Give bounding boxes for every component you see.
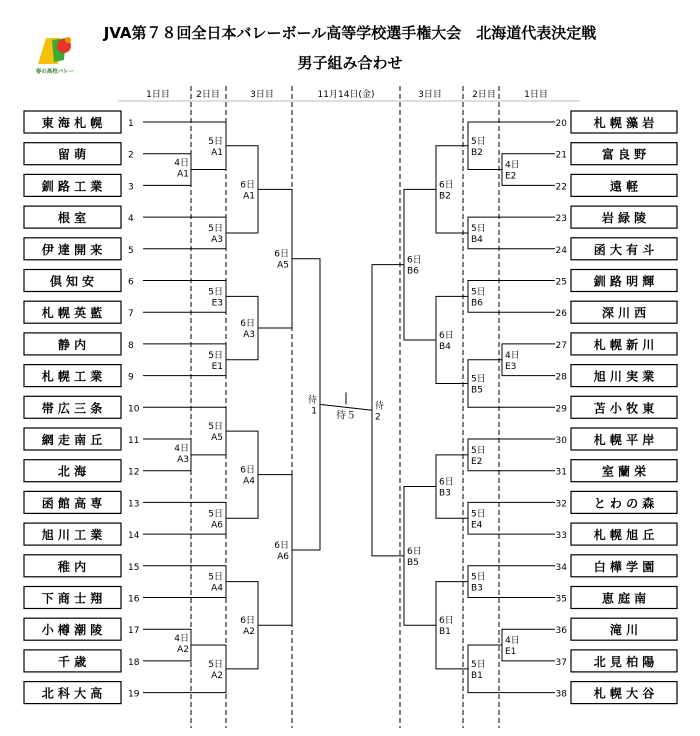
match-label-code: B4: [471, 234, 483, 245]
tournament-title: JVA第７８回全日本バレーボール高等学校選手権大会 北海道代表決定戦: [103, 24, 597, 42]
seed-number: 10: [128, 404, 140, 415]
team-name: 富 良 野: [601, 147, 647, 162]
match-label-code: A4: [243, 476, 255, 487]
seed-number: 8: [128, 340, 134, 351]
match-label-code: B1: [439, 627, 451, 638]
seed-number: 12: [128, 467, 140, 478]
team-name: 苫 小 牧 東: [593, 401, 655, 416]
team-name: 深 川 西: [601, 306, 647, 321]
match-label-code: A6: [277, 551, 289, 562]
seed-number: 23: [555, 214, 567, 225]
seed-number: 37: [555, 657, 567, 668]
match-label-day: 5日: [471, 287, 486, 298]
seed-number: 13: [128, 499, 140, 510]
team-name: 北 科 大 高: [41, 686, 103, 701]
seed-number: 27: [555, 340, 567, 351]
match-label-code: A3: [211, 234, 223, 245]
team-name: 釧 路 明 輝: [593, 274, 655, 289]
match-label-code: B3: [439, 488, 451, 499]
match-label-day: 4日: [505, 350, 520, 361]
match-label-code: B4: [439, 341, 451, 352]
match-label-day: 6日: [274, 540, 289, 551]
team-name: 旭 川 実 業: [593, 369, 655, 384]
match-label-day: 6日: [240, 465, 255, 476]
team-name: 函 館 高 専: [41, 496, 103, 511]
match-label-code: A5: [211, 433, 223, 444]
column-label-day3-left: 3日目: [250, 90, 274, 100]
team-name: 白 樺 学 園: [593, 559, 655, 574]
seed-number: 26: [555, 309, 567, 320]
seed-number: 18: [128, 657, 140, 668]
match-label-day: 6日: [439, 180, 454, 191]
match-label-day: 4日: [505, 636, 520, 647]
team-name: 北 見 柏 陽: [593, 654, 655, 669]
seed-number: 4: [128, 214, 134, 225]
match-label-code: A5: [277, 260, 289, 271]
column-label-day1-right: 1日目: [524, 90, 548, 100]
match-label-day: 5日: [208, 136, 223, 147]
seed-number: 9: [128, 372, 134, 383]
match-label-day: 6日: [240, 616, 255, 627]
match-label-day: 6日: [439, 330, 454, 341]
team-name: 恵 庭 南: [601, 591, 647, 606]
team-name: 小 樽 潮 陵: [41, 623, 103, 638]
match-label-day: 5日: [471, 659, 486, 670]
match-label-code: A1: [211, 147, 223, 158]
match-label-day: 5日: [208, 223, 223, 234]
column-label-day3-right: 3日目: [418, 90, 442, 100]
match-label-code: B6: [407, 266, 419, 277]
match-label-code: A3: [177, 455, 189, 465]
match-label-day: 6日: [407, 546, 422, 557]
column-label-day2-right: 2日目: [472, 90, 496, 100]
seed-number: 28: [555, 372, 567, 383]
match-label-day: 5日: [471, 136, 486, 147]
team-name: 札 幌 英 藍: [41, 306, 103, 321]
match-label-code: A1: [243, 191, 255, 202]
seed-number: 32: [555, 499, 567, 510]
seed-number: 16: [128, 594, 140, 605]
match-label-day: 5日: [208, 287, 223, 298]
match-label-code: A6: [211, 520, 223, 531]
match-label-code: B2: [471, 147, 483, 158]
team-name: 留 萌: [57, 147, 87, 162]
final-center-label: 待５: [336, 410, 356, 422]
match-label-day: 5日: [471, 374, 486, 385]
match-label-day: 6日: [439, 616, 454, 627]
team-name: 遠 軽: [609, 179, 639, 194]
seed-number: 22: [555, 182, 567, 193]
match-label-day: 5日: [208, 572, 223, 583]
team-name: 滝 川: [609, 623, 639, 638]
team-name: 室 蘭 栄: [601, 464, 647, 479]
column-label-day2-left: 2日目: [196, 90, 220, 100]
seed-number: 1: [128, 119, 134, 129]
column-label-day1-left: 1日目: [146, 90, 170, 100]
seed-number: 38: [555, 689, 567, 700]
team-name: 東 海 札 幌: [41, 116, 103, 130]
match-label-day: 5日: [208, 509, 223, 520]
match-label-code: E1: [211, 361, 223, 372]
seed-number: 7: [128, 309, 134, 320]
team-name: 旭 川 工 業: [41, 528, 103, 543]
seed-number: 17: [128, 626, 140, 637]
match-label-day: 待: [375, 401, 385, 412]
match-label-code: E1: [505, 647, 517, 658]
seed-number: 30: [555, 436, 567, 446]
seed-number: 20: [555, 119, 567, 129]
team-name: 札 幌 平 岸: [593, 433, 655, 447]
match-label-day: 6日: [240, 180, 255, 191]
match-label-code: B3: [471, 583, 483, 594]
seed-number: 21: [555, 150, 567, 161]
team-name: 札 幌 工 業: [41, 369, 103, 384]
seed-number: 15: [128, 562, 140, 573]
match-label-day: 6日: [240, 319, 255, 330]
match-label-code: 1: [311, 406, 317, 417]
seed-number: 24: [555, 245, 567, 256]
team-name: 稚 内: [57, 559, 87, 574]
team-name: 倶 知 安: [49, 274, 95, 289]
match-label-day: 4日: [505, 160, 520, 171]
match-label-day: 6日: [274, 249, 289, 260]
match-label-code: E4: [471, 520, 483, 531]
seed-number: 33: [555, 531, 567, 542]
match-label-code: A3: [243, 330, 255, 341]
match-label-code: E3: [505, 361, 517, 372]
team-name: 函 大 有 斗: [593, 242, 655, 257]
match-label-code: 2: [375, 412, 381, 423]
team-name: と わ の 森: [593, 496, 655, 511]
match-label-code: B1: [471, 670, 483, 681]
match-label-code: A4: [211, 583, 223, 594]
match-label-day: 5日: [471, 572, 486, 583]
team-name: 千 歳: [57, 654, 87, 669]
team-name: 網 走 南 丘: [41, 433, 103, 447]
team-name: 札 幌 旭 丘: [593, 528, 655, 543]
match-label-code: B2: [439, 191, 451, 202]
match-label-code: E2: [505, 171, 517, 182]
seed-number: 2: [128, 150, 134, 161]
team-name: 札 幌 藻 岩: [593, 116, 655, 130]
seed-number: 19: [128, 689, 140, 700]
team-name: 北 海: [57, 464, 87, 479]
team-name: 札 幌 新 川: [593, 337, 655, 352]
team-name: 根 室: [57, 211, 87, 226]
seed-number: 34: [555, 562, 567, 573]
match-label-code: A2: [177, 645, 189, 656]
seed-number: 14: [128, 531, 140, 542]
match-label-code: E2: [471, 456, 483, 467]
svg-text:春の高校バレー: 春の高校バレー: [35, 69, 75, 75]
match-label-code: A2: [243, 627, 255, 638]
seed-number: 35: [555, 594, 567, 605]
seed-number: 31: [555, 467, 567, 478]
seed-number: 3: [128, 182, 134, 193]
match-label-day: 5日: [471, 509, 486, 520]
seed-number: 6: [128, 277, 134, 288]
team-name: 釧 路 工 業: [41, 179, 103, 194]
seed-number: 36: [555, 626, 567, 637]
match-label-code: A1: [177, 169, 189, 180]
match-label-code: E3: [211, 298, 223, 309]
match-label-day: 5日: [208, 659, 223, 670]
match-label-day: 5日: [208, 350, 223, 361]
team-name: 岩 緑 陵: [601, 211, 647, 226]
match-label-day: 4日: [174, 444, 189, 454]
match-label-day: 4日: [174, 158, 189, 169]
seed-number: 5: [128, 245, 134, 256]
match-label-day: 6日: [439, 477, 454, 488]
match-label-code: B5: [471, 385, 483, 396]
match-label-day: 4日: [174, 634, 189, 645]
match-label-day: 5日: [208, 422, 223, 433]
match-label-day: 5日: [471, 223, 486, 234]
team-name: 札 幌 大 谷: [593, 686, 655, 701]
team-name: 下 商 士 翔: [41, 591, 103, 606]
team-name: 伊 達 開 来: [41, 242, 103, 257]
match-label-code: B6: [471, 298, 483, 309]
match-label-day: 待: [307, 395, 317, 406]
seed-number: 25: [555, 277, 567, 288]
team-name: 帯 広 三 条: [41, 401, 103, 416]
match-label-code: A2: [211, 670, 223, 681]
match-label-day: 6日: [407, 255, 422, 266]
bracket-subtitle: 男子組み合わせ: [297, 54, 403, 72]
team-name: 静 内: [57, 337, 87, 352]
match-label-code: B5: [407, 557, 419, 568]
seed-number: 11: [128, 436, 140, 446]
match-label-day: 5日: [471, 445, 486, 456]
column-label-final-day: 11月14日(金): [317, 90, 375, 100]
seed-number: 29: [555, 404, 567, 415]
